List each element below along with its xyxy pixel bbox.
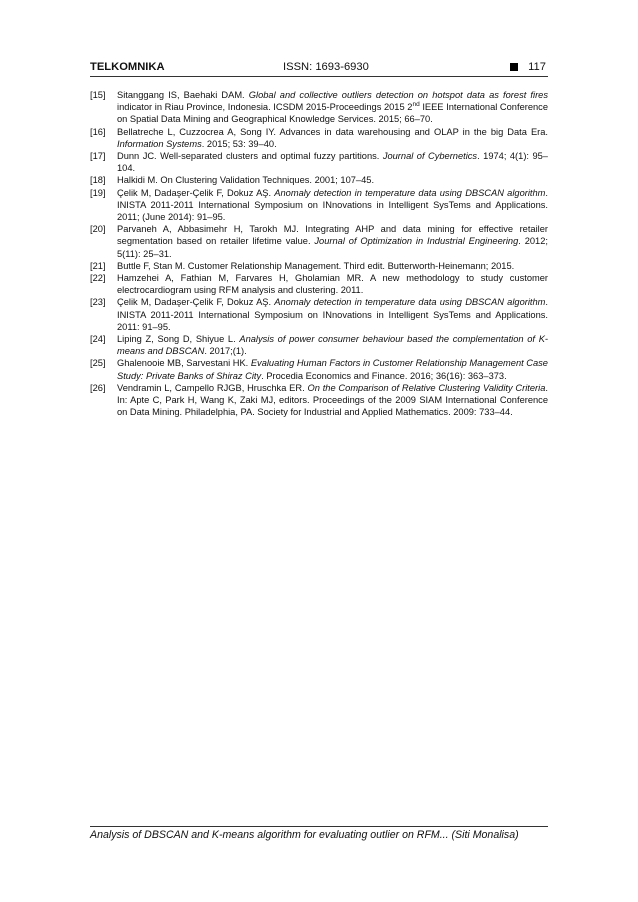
reference-item xyxy=(90,260,548,272)
reference-number: [22] xyxy=(90,273,106,284)
reference-text: Çelik M, Dadaşer-Çelik F, Dokuz AŞ. xyxy=(117,187,275,198)
reference-number: [25] xyxy=(90,358,106,369)
reference-title: Anomaly detection in temperature data using DBSCAN algorithm xyxy=(274,297,546,308)
reference-text: Ghalenooie MB, Sarvestani HK. xyxy=(117,358,251,369)
reference-item xyxy=(90,272,548,296)
reference-item xyxy=(90,187,548,224)
header-rule xyxy=(90,76,548,77)
reference-list xyxy=(90,89,548,418)
reference-item xyxy=(90,150,548,174)
reference-item xyxy=(90,296,548,333)
reference-text: . 1974; 4(1): 95–104. xyxy=(117,151,548,174)
issn: ISSN: 1693-6930 xyxy=(283,61,369,73)
reference-number: [20] xyxy=(90,224,106,235)
reference-text: . INISTA 2011-2011 International Symposium on INnovations in Intelligent SysTems and Applications. 2011: 91–95. xyxy=(117,297,548,332)
running-footer: Analysis of DBSCAN and K-means algorithm for evaluating outlier on RFM... (Siti Monalisa) xyxy=(90,829,519,841)
reference-text: Buttle F, Stan M. Customer Relationship Management. Third edit. Butterworth-Heinemann; 2015. xyxy=(117,260,515,271)
reference-number: [16] xyxy=(90,126,106,137)
square-bullet-icon xyxy=(510,63,518,71)
reference-item xyxy=(90,357,548,381)
reference-item xyxy=(90,89,548,126)
reference-number: [15] xyxy=(90,90,106,100)
reference-text: . 2012; 5(11): 25–31. xyxy=(117,236,548,259)
reference-number: [21] xyxy=(90,260,106,271)
reference-text: indicator in Riau Province, Indonesia. ICSDM 2015-Proceedings 2015 2 xyxy=(117,102,413,113)
reference-text: Parvaneh A, Abbasimehr H, Tarokh MJ. Integrating AHP and data mining for effective retailer segmentation based on retailer lifetime value. xyxy=(117,224,548,247)
reference-title: Global and collective outliers detection on hotspot data as forest fires xyxy=(248,90,548,100)
reference-title: Information Systems xyxy=(117,138,202,149)
reference-title: Evaluating Human Factors in Customer Relationship Management Case Study: Private Banks of Shiraz City xyxy=(117,358,548,381)
reference-text: Bellatreche L, Cuzzocrea A, Song IY. Advances in data warehousing and OLAP in the big Data Era. xyxy=(117,126,548,137)
reference-number: [19] xyxy=(90,187,106,198)
reference-text: . 2015; 53: 39–40. xyxy=(201,138,277,149)
reference-item xyxy=(90,126,548,150)
reference-item xyxy=(90,174,548,186)
reference-text: . Procedia Economics and Finance. 2016; 36(16): 363–373. xyxy=(261,370,507,381)
running-header xyxy=(90,59,548,75)
reference-text: Dunn JC. Well-separated clusters and optimal fuzzy partitions. xyxy=(117,151,383,162)
reference-number: [18] xyxy=(90,175,106,186)
reference-text: Halkidi M. On Clustering Validation Techniques. 2001; 107–45. xyxy=(117,175,375,186)
reference-text: Liping Z, Song D, Shiyue L. xyxy=(117,334,240,345)
reference-title: Journal of Cybernetics xyxy=(382,151,478,162)
page-number: 117 xyxy=(528,61,546,73)
reference-text: Vendramin L, Campello RJGB, Hruschka ER. xyxy=(117,382,308,393)
reference-number: [24] xyxy=(90,334,106,345)
reference-item xyxy=(90,223,548,260)
reference-text: . In: Apte C, Park H, Wang K, Zaki MJ, editors. Proceedings of the 2009 SIAM International Conference on Data Mining. Philadelphia, PA. Society for Industrial and Applied Mathematics. 2009: 733–44. xyxy=(117,382,548,418)
reference-text: Hamzehei A, Fathian M, Farvares H, Gholamian MR. A new methodology to study customer electrocardiogram using RFM analysis and clustering. 2011. xyxy=(117,273,548,296)
reference-item xyxy=(90,333,548,357)
reference-number: [23] xyxy=(90,297,106,308)
reference-text: Sitanggang IS, Baehaki DAM. xyxy=(117,90,249,100)
reference-number: [17] xyxy=(90,151,106,162)
reference-item xyxy=(90,382,548,419)
reference-title: Anomaly detection in temperature data using DBSCAN algorithm xyxy=(274,187,546,198)
reference-text: . INISTA 2011-2011 International Symposium on INnovations in Intelligent SysTems and Applications. 2011; (June 2014): 91–95. xyxy=(117,187,548,223)
reference-title: Journal of Optimization in Industrial Engineering xyxy=(314,236,519,247)
reference-number: [26] xyxy=(90,382,106,393)
reference-text: Çelik M, Dadaşer-Çelik F, Dokuz AŞ. xyxy=(117,297,275,308)
reference-title: Analysis of power consumer behaviour based the complementation of K-means and DBSCAN xyxy=(117,334,548,357)
reference-text: . 2017;(1). xyxy=(204,346,247,357)
reference-title: On the Comparison of Relative Clustering Validity Criteria xyxy=(307,382,546,393)
footer-rule xyxy=(90,826,548,827)
reference-text: nd xyxy=(412,101,420,109)
reference-text: IEEE International Conference on Spatial Data Mining and Geographical Knowledge Services. 2015; 66–70. xyxy=(117,102,548,125)
journal-name: TELKOMNIKA xyxy=(90,61,165,73)
